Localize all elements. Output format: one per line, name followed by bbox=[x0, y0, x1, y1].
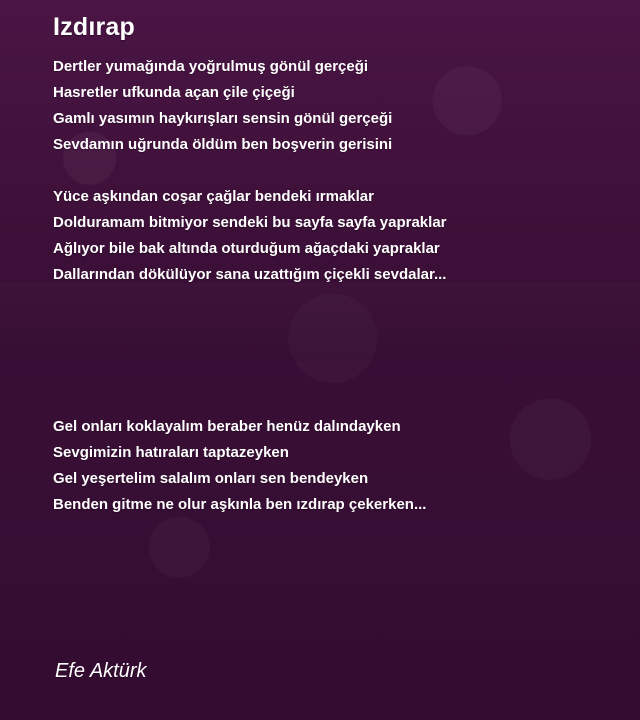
poem-line: Gel onları koklayalım beraber henüz dalındayken bbox=[53, 418, 401, 435]
poem-title: Izdırap bbox=[53, 13, 135, 41]
poem-line: Dallarından dökülüyor sana uzattığım çiçekli sevdalar... bbox=[53, 266, 447, 283]
poem-line: Hasretler ufkunda açan çile çiçeği bbox=[53, 84, 295, 101]
stanza-2 bbox=[53, 184, 613, 288]
poem-line: Dertler yumağında yoğrulmuş gönül gerçeği bbox=[53, 58, 369, 75]
poem-line: Sevgimizin hatıraları taptazeyken bbox=[53, 444, 289, 461]
background-band bbox=[0, 283, 640, 361]
poem-line: Yüce aşkından coşar çağlar bendeki ırmaklar bbox=[53, 188, 374, 205]
poem-line: Dolduramam bitmiyor sendeki bu sayfa sayfa yapraklar bbox=[53, 214, 447, 231]
poem-line: Gamlı yasımın haykırışları sensin gönül gerçeği bbox=[53, 110, 393, 127]
poem-line: Sevdamın uğrunda öldüm ben boşverin gerisini bbox=[53, 136, 393, 153]
stanza-1 bbox=[53, 54, 613, 158]
author-name: Efe Aktürk bbox=[55, 660, 147, 682]
stanza-3 bbox=[53, 414, 613, 518]
poem-line: Gel yeşertelim salalım onları sen bendeyken bbox=[53, 470, 369, 487]
poem-line: Benden gitme ne olur aşkınla ben ızdırap çekerken... bbox=[53, 496, 427, 513]
poem-line: Ağlıyor bile bak altında oturduğum ağaçdaki yapraklar bbox=[53, 240, 440, 257]
